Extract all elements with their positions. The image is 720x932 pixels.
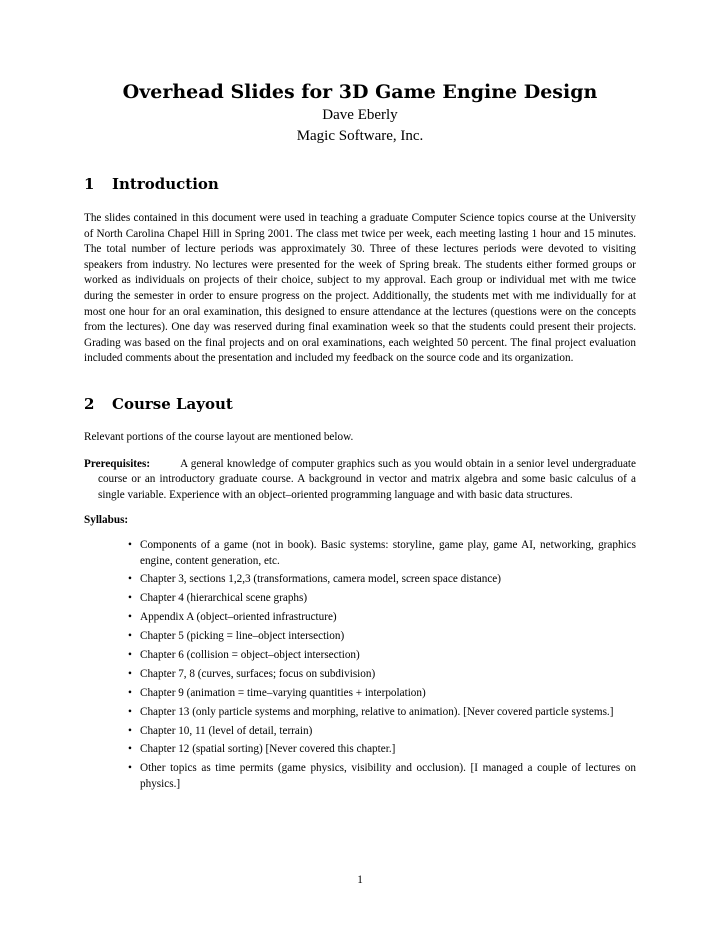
prerequisites-text: A general knowledge of computer graphics such as you would obtain in a senior level undergraduate course or an introductory graduate course. A background in vector and matrix algebra and some basic calculus of a single variable. Experience with an object–oriented programming language and with basic data structures.: [98, 457, 636, 501]
syllabus-item-text: Chapter 9 (animation = time–varying quantities + interpolation): [140, 686, 426, 699]
introduction-paragraph: The slides contained in this document were used in teaching a graduate Computer Science topics course at the University of North Carolina Chapel Hill in Spring 2001. The class met twice per week, each meeting lasting 1 hour and 15 minutes. The total number of lecture periods was approximately 30. Three of these lectures periods were devoted to visiting speakers from industry. No lectures were presented for the week of Spring break. The students either formed groups or worked as individuals on projects of their choice, subject to my approval. Each group or individual met with me twice during the semester in order to ensure progress on the project. Additionally, the students met with me individually for at most one hour for an oral examination, this designed to ensure attendance at the lectures (questions were on the concepts from the lectures). One day was reserved during final examination week so that the students could present their projects. Grading was based on the final projects and on oral examinations, each weighted 50 percent. The final project evaluation included comments about the presentation and included my feedback on the source code and its organization.: [84, 212, 636, 365]
syllabus-item-text: Appendix A (object–oriented infrastructure): [140, 611, 337, 624]
syllabus-item-text: Chapter 12 (spatial sorting) [Never covered this chapter.]: [140, 743, 396, 756]
author-name: Dave Eberly: [322, 107, 398, 123]
bullet-icon: •: [128, 743, 132, 756]
section-number: 2: [84, 394, 95, 413]
section-heading-introduction: [84, 174, 636, 194]
syllabus-item: [128, 667, 636, 683]
author-affiliation: Magic Software, Inc.: [296, 128, 424, 144]
bullet-icon: •: [128, 538, 132, 551]
prerequisites-label: Prerequisites:: [84, 457, 151, 470]
syllabus-item: [128, 742, 636, 758]
syllabus-item: [128, 686, 636, 702]
syllabus-item-text: Chapter 13 (only particle systems and morphing, relative to animation). [Never covered particle systems.]: [140, 705, 614, 718]
syllabus-item: [128, 629, 636, 645]
syllabus-item: [128, 538, 636, 569]
bullet-icon: •: [128, 592, 132, 605]
title-block: [84, 0, 636, 147]
section-title: Course Layout: [112, 394, 233, 413]
bullet-icon: •: [128, 724, 132, 737]
bullet-icon: •: [128, 705, 132, 718]
syllabus-list: [84, 538, 636, 793]
syllabus-item: [128, 705, 636, 721]
section-number: 1: [84, 175, 95, 193]
syllabus-item: [128, 572, 636, 588]
syllabus-item-text: Components of a game (not in book). Basic systems: storyline, game play, game AI, networking, graphics engine, content generation, etc.: [140, 538, 636, 567]
prerequisites-paragraph: [84, 457, 636, 504]
bullet-icon: •: [128, 611, 132, 624]
bullet-icon: •: [128, 667, 132, 680]
syllabus-item: [128, 648, 636, 664]
syllabus-item-text: Other topics as time permits (game physics, visibility and occlusion). [I managed a couple of lectures on physics.]: [140, 762, 636, 790]
bullet-icon: •: [128, 573, 132, 586]
syllabus-item-text: Chapter 3, sections 1,2,3 (transformations, camera model, screen space distance): [140, 573, 501, 586]
document-title: Overhead Slides for 3D Game Engine Design: [122, 81, 598, 103]
syllabus-item: [128, 591, 636, 607]
page-number: 1: [357, 874, 363, 886]
syllabus-label: Syllabus:: [84, 514, 129, 527]
syllabus-item-text: Chapter 5 (picking = line–object intersection): [140, 630, 345, 643]
course-layout-paragraph: Relevant portions of the course layout are mentioned below.: [84, 430, 354, 443]
bullet-icon: •: [128, 630, 132, 643]
syllabus-item: [128, 724, 636, 740]
syllabus-item: [128, 761, 636, 792]
syllabus-item-text: Chapter 6 (collision = object–object intersection): [140, 648, 360, 661]
syllabus-item: [128, 610, 636, 626]
section-heading-course-layout: [84, 394, 636, 414]
section-title: Introduction: [112, 175, 219, 193]
syllabus-item-text: Chapter 10, 11 (level of detail, terrain): [140, 724, 313, 737]
bullet-icon: •: [128, 762, 132, 775]
bullet-icon: •: [128, 648, 132, 661]
syllabus-item-text: Chapter 7, 8 (curves, surfaces; focus on subdivision): [140, 667, 376, 680]
syllabus-item-text: Chapter 4 (hierarchical scene graphs): [140, 592, 308, 605]
bullet-icon: •: [128, 686, 132, 699]
